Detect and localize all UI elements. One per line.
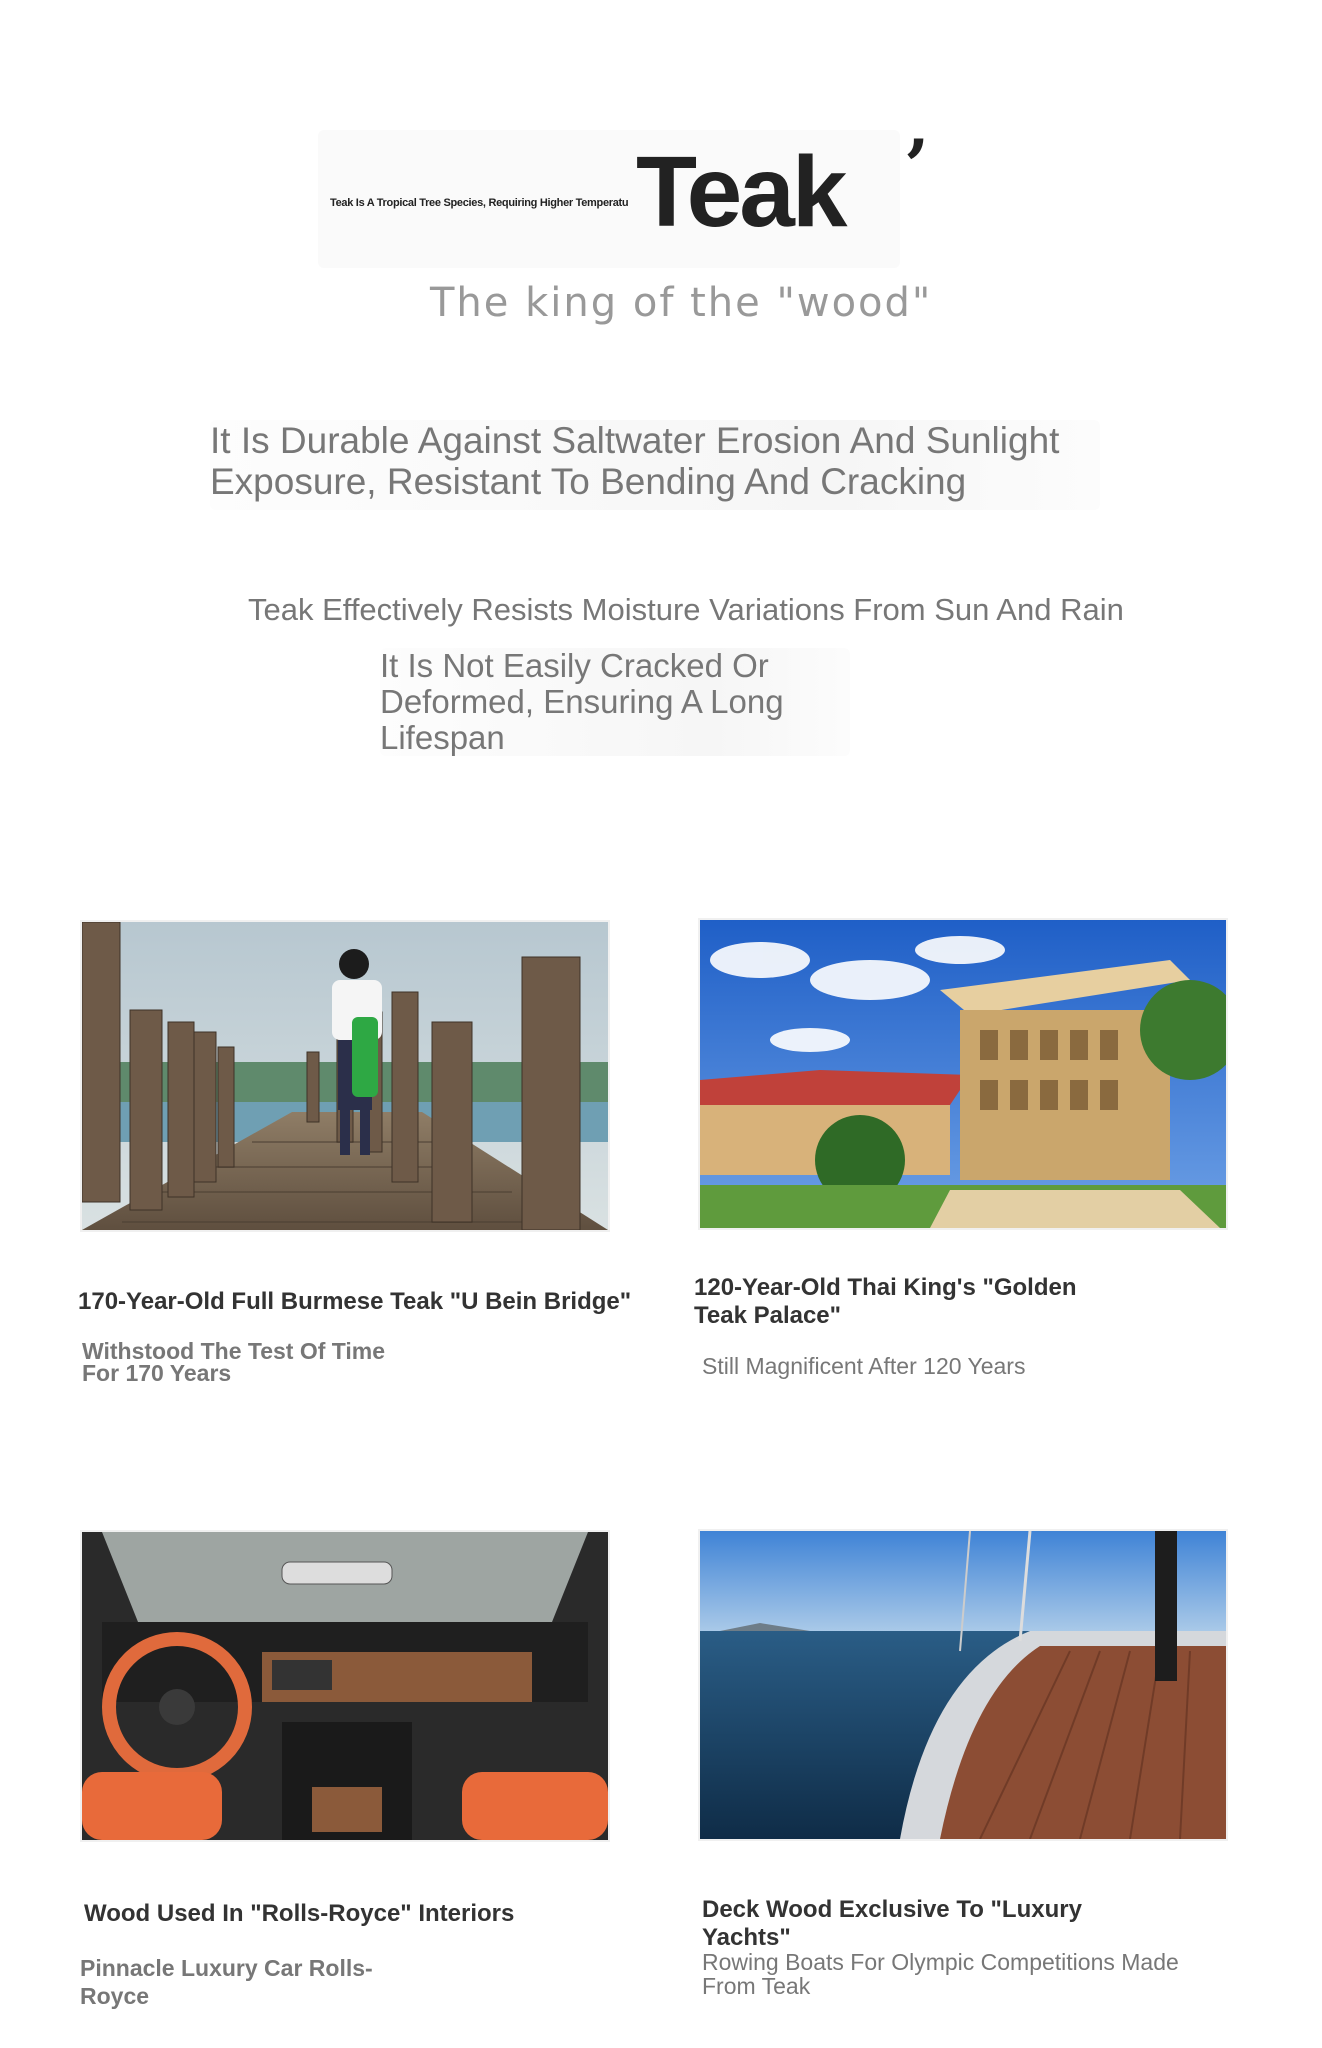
feature-lifespan: It Is Not Easily Cracked Or Deformed, Ensuring A Long Lifespan <box>380 648 850 756</box>
hero-subtitle: The king of the "wood" <box>430 280 933 326</box>
hero-intro-text: Teak Is A Tropical Tree Species, Requiring Higher Temperatu <box>330 197 629 209</box>
palace-photo <box>698 918 1228 1230</box>
hero-title: Teak <box>636 136 845 248</box>
card-subtitle-yacht: Rowing Boats For Olympic Competitions Made From Teak <box>702 1949 1179 1999</box>
bridge-photo <box>80 920 610 1232</box>
card-title-yacht: Deck Wood Exclusive To "Luxury Yachts" <box>702 1896 1082 1951</box>
hero-quote-mark: ’ <box>904 123 930 208</box>
card-title-bridge: 170-Year-Old Full Burmese Teak "U Bein Bridge" <box>78 1288 632 1315</box>
feature-durable: It Is Durable Against Saltwater Erosion And Sunlight Exposure, Resistant To Bending And Cracking <box>210 420 1100 510</box>
car-interior-photo <box>80 1530 610 1842</box>
card-subtitle-bridge: Withstood The Test Of Time For 170 Years <box>82 1338 386 1386</box>
card-subtitle-palace: Still Magnificent After 120 Years <box>702 1353 1026 1379</box>
feature-moisture: Teak Effectively Resists Moisture Variations From Sun And Rain <box>248 592 1124 627</box>
card-subtitle-car: Pinnacle Luxury Car Rolls-Royce <box>80 1955 373 2009</box>
yacht-deck-photo <box>698 1529 1228 1841</box>
card-title-palace: 120-Year-Old Thai King's "Golden Teak Palace" <box>694 1274 1077 1329</box>
card-title-car: Wood Used In "Rolls-Royce" Interiors <box>84 1900 515 1927</box>
